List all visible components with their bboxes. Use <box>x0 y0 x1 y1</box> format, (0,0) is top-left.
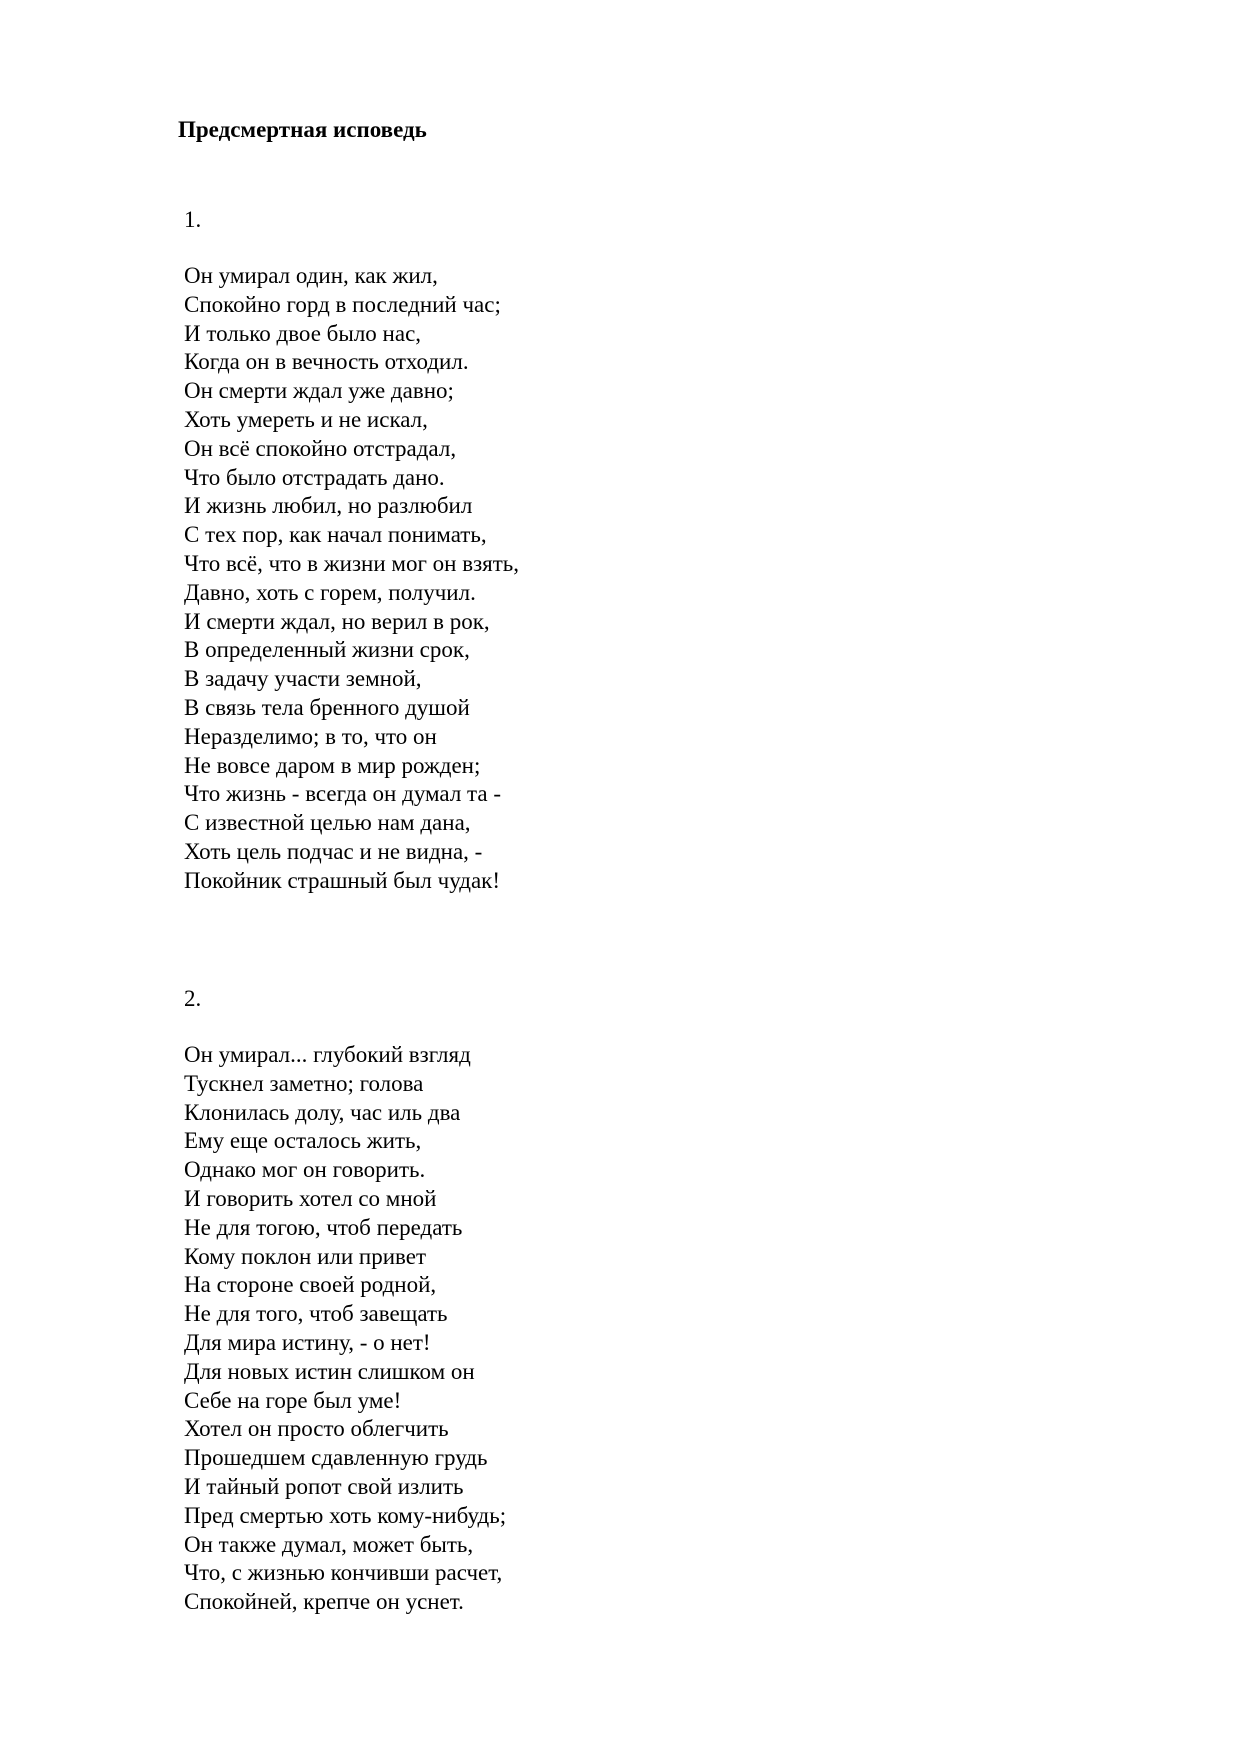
poem-line: И смерти ждал, но верил в рок, <box>184 608 490 634</box>
poem-line: Не для того, чтоб завещать <box>184 1301 448 1327</box>
poem-line: С известной целью нам дана, <box>184 810 471 836</box>
poem-line: И говорить хотел со мной <box>184 1185 437 1211</box>
poem-line: Когда он в вечность отходил. <box>184 349 469 375</box>
poem-line: Он также думал, может быть, <box>184 1531 474 1557</box>
poem-line: Для мира истину, - о нет! <box>184 1329 431 1355</box>
poem-line: Не для тогою, чтоб передать <box>184 1214 463 1240</box>
poem-line: И только двое было нас, <box>184 320 422 346</box>
section-1-stanza <box>184 262 519 896</box>
poem-line: В задачу участи земной, <box>184 666 422 692</box>
poem-line: С тех пор, как начал понимать, <box>184 522 487 548</box>
poem-line: Клонилась долу, час иль два <box>184 1099 461 1125</box>
poem-line: Себе на горе был уме! <box>184 1387 402 1413</box>
poem-line: Он умирал... глубокий взгляд <box>184 1042 471 1067</box>
poem-line: Тускнел заметно; голова <box>184 1070 424 1096</box>
section-1-number: 1. <box>184 207 202 232</box>
poem-line: Хоть цель подчас и не видна, - <box>184 838 483 864</box>
poem-line: Хотел он просто облегчить <box>184 1416 449 1442</box>
poem-line: Что жизнь - всегда он думал та - <box>184 781 502 807</box>
poem-line: На стороне своей родной, <box>184 1272 437 1298</box>
poem-line: Он всё спокойно отстрадал, <box>184 435 457 461</box>
poem-line: Что, с жизнью кончивши расчет, <box>184 1560 503 1586</box>
poem-line: Покойник страшный был чудак! <box>184 867 500 893</box>
poem-line: В определенный жизни срок, <box>184 637 470 663</box>
poem-line: Что всё, что в жизни мог он взять, <box>184 550 520 576</box>
poem-line: Спокойно горд в последний час; <box>184 291 501 317</box>
poem-line: Не вовсе даром в мир рожден; <box>184 752 481 778</box>
poem-line: Спокойней, крепче он уснет. <box>184 1589 464 1615</box>
poem-line: Что было отстрадать дано. <box>184 464 445 490</box>
poem-title: Предсмертная исповедь <box>178 117 427 142</box>
poem-line: Давно, хоть с горем, получил. <box>184 579 476 605</box>
poem-line: В связь тела бренного душой <box>184 694 470 720</box>
poem-line: И жизнь любил, но разлюбил <box>184 493 473 519</box>
poem-line: Хоть умереть и не искал, <box>184 406 428 432</box>
section-2-number: 2. <box>184 986 202 1011</box>
poem-line: Кому поклон или привет <box>184 1243 427 1269</box>
poem-line: Пред смертью хоть кому-нибудь; <box>184 1502 507 1528</box>
poem-line: Прошедшем сдавленную грудь <box>184 1445 488 1471</box>
poem-line: Он умирал один, как жил, <box>184 263 438 288</box>
poem-line: Однако мог он говорить. <box>184 1157 426 1183</box>
poem-line: Он смерти ждал уже давно; <box>184 378 454 404</box>
section-2-stanza <box>184 1041 506 1617</box>
poem-line: Ему еще осталось жить, <box>184 1128 422 1154</box>
poem-line: И тайный ропот свой излить <box>184 1473 464 1499</box>
poem-line: Неразделимо; в то, что он <box>184 723 437 749</box>
poem-line: Для новых истин слишком он <box>184 1358 475 1384</box>
